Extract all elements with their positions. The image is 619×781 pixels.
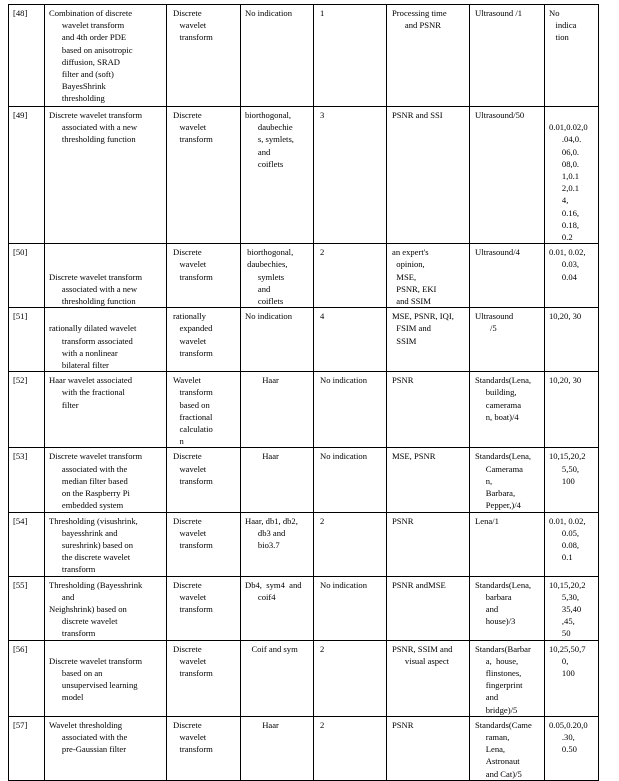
wavelet-cell-text: biorthogonal, daubechies, symlets and coiflets bbox=[247, 247, 294, 307]
decomposition-levels-cell-text: 4 bbox=[320, 311, 325, 322]
noise-level-cell-text: 10,20, 30 bbox=[549, 375, 582, 386]
reference-cell bbox=[9, 576, 45, 640]
dataset-cell-text: Ultrasound /5 bbox=[475, 311, 514, 334]
dataset-cell-text: Standards(Lena, building, camerama n, boat)/4 bbox=[475, 375, 532, 422]
noise-level-cell-text: 10,25,50,7 0, 100 bbox=[549, 643, 586, 678]
metrics-cell-text: MSE, PSNR, IQI, FSIM and SSIM bbox=[392, 311, 454, 346]
method-cell bbox=[45, 372, 167, 448]
classification-cell-text: Discrete wavelet transform bbox=[173, 247, 213, 282]
noise-level-cell-text: 0.01,0.02,0 .04,0. 06,0. 08,0. 1,0.1 2,0.1 4, 0.16, 0.18, 0.2 bbox=[549, 122, 588, 243]
metrics-cell bbox=[387, 512, 470, 576]
wavelet-cell bbox=[241, 640, 314, 716]
wavelet-cell-text: No indication bbox=[245, 311, 293, 322]
decomposition-levels-cell bbox=[314, 107, 387, 244]
metrics-cell-text: PSNR bbox=[392, 375, 414, 386]
decomposition-levels-cell bbox=[314, 512, 387, 576]
metrics-cell bbox=[387, 372, 470, 448]
wavelet-cell bbox=[241, 107, 314, 244]
decomposition-levels-cell-text: No indication bbox=[320, 451, 368, 462]
noise-level-cell bbox=[545, 5, 599, 107]
method-cell-text: Wavelet thresholding associated with the pre-Gaussian filter bbox=[49, 719, 128, 755]
wavelet-cell bbox=[241, 308, 314, 372]
dataset-cell bbox=[470, 5, 545, 107]
table-row bbox=[9, 448, 599, 512]
metrics-cell-text: PSNR, SSIM and visual aspect bbox=[392, 643, 453, 666]
dataset-cell bbox=[470, 448, 545, 512]
reference-cell bbox=[9, 640, 45, 716]
wavelet-cell-text: Haar bbox=[245, 375, 279, 386]
metrics-cell-text: PSNR andMSE bbox=[392, 579, 446, 590]
table-row bbox=[9, 308, 599, 372]
method-cell-text: Thresholding (Bayesshrink and Neighshrink) based on discrete wavelet transform bbox=[49, 579, 143, 639]
dataset-cell-text: Ultrasound/4 bbox=[475, 247, 520, 258]
noise-level-cell bbox=[545, 576, 599, 640]
classification-cell bbox=[167, 716, 241, 780]
classification-cell bbox=[167, 372, 241, 448]
classification-cell bbox=[167, 107, 241, 244]
dataset-cell bbox=[470, 576, 545, 640]
method-cell-text: Discrete wavelet transform associated with the median filter based on the Raspberry Pi embedded system bbox=[49, 451, 143, 511]
method-cell bbox=[45, 308, 167, 372]
wavelet-cell-text: biorthogonal, daubechie s, symlets, and coiflets bbox=[245, 110, 294, 169]
noise-level-cell-text: 0.01, 0.02, 0.03, 0.04 bbox=[549, 247, 586, 282]
dataset-cell-text: Lena/1 bbox=[475, 515, 499, 526]
method-cell bbox=[45, 576, 167, 640]
reference-cell-text: [53] bbox=[13, 451, 28, 462]
wavelet-cell-text: Haar bbox=[245, 719, 279, 730]
classification-cell-text: Discrete wavelet transform bbox=[173, 8, 213, 43]
dataset-cell bbox=[470, 716, 545, 780]
dataset-cell-text: Ultrasound/50 bbox=[475, 110, 525, 120]
metrics-cell bbox=[387, 244, 470, 308]
metrics-cell-text: an expert's opinion, MSE, PSNR, EKI and SSIM bbox=[392, 247, 437, 307]
wavelet-cell bbox=[241, 448, 314, 512]
metrics-cell bbox=[387, 640, 470, 716]
method-cell-text: Discrete wavelet transform based on an unsupervised learning model bbox=[49, 655, 143, 703]
metrics-cell bbox=[387, 107, 470, 244]
wavelet-cell-text: Db4, sym4 and coif4 bbox=[245, 579, 302, 602]
wavelet-cell-text: Haar bbox=[245, 451, 279, 462]
table-body bbox=[9, 5, 599, 781]
method-cell bbox=[45, 244, 167, 308]
noise-level-cell bbox=[545, 512, 599, 576]
method-cell-text: rationally dilated wavelet transform associated with a nonlinear bilateral filter bbox=[49, 323, 137, 371]
wavelet-cell bbox=[241, 5, 314, 107]
classification-cell bbox=[167, 448, 241, 512]
reference-cell bbox=[9, 372, 45, 448]
reference-cell bbox=[9, 5, 45, 107]
metrics-cell bbox=[387, 308, 470, 372]
dataset-cell-text: Standards(Came raman, Lena, Astronaut and Cat)/5 bbox=[475, 719, 532, 779]
reference-cell bbox=[9, 448, 45, 512]
classification-cell-text: Discrete wavelet transform bbox=[173, 515, 213, 550]
dataset-cell bbox=[470, 244, 545, 308]
noise-level-cell bbox=[545, 308, 599, 372]
classification-cell bbox=[167, 308, 241, 372]
wavelet-cell bbox=[241, 372, 314, 448]
method-cell-text: Discrete wavelet transform associated with a new thresholding function bbox=[49, 110, 143, 145]
method-cell bbox=[45, 640, 167, 716]
dataset-cell-text: Standards(Lena, barbara and house)/3 bbox=[475, 579, 532, 627]
table-row bbox=[9, 576, 599, 640]
metrics-cell-text: PSNR and SSI bbox=[392, 110, 443, 120]
metrics-cell bbox=[387, 448, 470, 512]
decomposition-levels-cell-text: 2 bbox=[320, 247, 325, 258]
method-cell bbox=[45, 107, 167, 244]
reference-cell-text: [54] bbox=[13, 515, 28, 526]
reference-cell bbox=[9, 716, 45, 780]
metrics-cell bbox=[387, 576, 470, 640]
table-row bbox=[9, 512, 599, 576]
methods-table bbox=[8, 4, 599, 781]
noise-level-cell bbox=[545, 107, 599, 244]
table-row bbox=[9, 5, 599, 107]
dataset-cell-text: Ultrasound /1 bbox=[475, 8, 523, 18]
table-row bbox=[9, 716, 599, 780]
noise-level-cell-text: 10,20, 30 bbox=[549, 311, 582, 322]
classification-cell bbox=[167, 244, 241, 308]
dataset-cell-text: Standards(Lena, Camerama n, Barbara, Pepper,)/4 bbox=[475, 451, 532, 511]
metrics-cell bbox=[387, 716, 470, 780]
decomposition-levels-cell-text: 2 bbox=[320, 719, 325, 730]
decomposition-levels-cell bbox=[314, 372, 387, 448]
wavelet-cell-text: Coif and sym bbox=[245, 643, 298, 654]
reference-cell bbox=[9, 107, 45, 244]
method-cell bbox=[45, 512, 167, 576]
reference-cell-text: [51] bbox=[13, 311, 28, 322]
metrics-cell-text: MSE, PSNR bbox=[392, 451, 436, 462]
noise-level-cell-text: 10,15,20,2 5,30, 35,40 ,45, 50 bbox=[549, 579, 586, 639]
decomposition-levels-cell bbox=[314, 244, 387, 308]
decomposition-levels-cell-text: 2 bbox=[320, 643, 325, 654]
decomposition-levels-cell bbox=[314, 448, 387, 512]
classification-cell bbox=[167, 5, 241, 107]
classification-cell-text: rationally expanded wavelet transform bbox=[173, 311, 213, 358]
metrics-cell-text: Processing time and PSNR bbox=[392, 8, 447, 31]
classification-cell bbox=[167, 576, 241, 640]
reference-cell-text: [57] bbox=[13, 719, 28, 730]
reference-cell-text: [50] bbox=[13, 247, 28, 258]
noise-level-cell bbox=[545, 448, 599, 512]
dataset-cell bbox=[470, 107, 545, 244]
decomposition-levels-cell-text: No indication bbox=[320, 375, 368, 386]
reference-cell-text: [48] bbox=[13, 8, 28, 18]
noise-level-cell bbox=[545, 244, 599, 308]
noise-level-cell bbox=[545, 372, 599, 448]
classification-cell-text: Discrete wavelet transform bbox=[173, 579, 213, 614]
decomposition-levels-cell bbox=[314, 716, 387, 780]
dataset-cell bbox=[470, 308, 545, 372]
method-cell-text: Discrete wavelet transform associated with a new thresholding function bbox=[49, 271, 143, 307]
decomposition-levels-cell bbox=[314, 5, 387, 107]
dataset-cell-text: Standars(Barbar a, house, flinstones, fingerprint and bridge)/5 bbox=[475, 643, 531, 715]
classification-cell-text: Wavelet transform based on fractional calculatio n bbox=[173, 375, 213, 447]
noise-level-cell bbox=[545, 716, 599, 780]
wavelet-cell bbox=[241, 716, 314, 780]
metrics-cell bbox=[387, 5, 470, 107]
reference-cell-text: [56] bbox=[13, 643, 28, 654]
noise-level-cell-text: 0.05,0.20,0 .30, 0.50 bbox=[549, 719, 588, 755]
dataset-cell bbox=[470, 512, 545, 576]
decomposition-levels-cell bbox=[314, 576, 387, 640]
decomposition-levels-cell-text: No indication bbox=[320, 579, 368, 590]
noise-level-cell-text: 0.01, 0.02, 0.05, 0.08, 0.1 bbox=[549, 515, 586, 563]
method-cell bbox=[45, 716, 167, 780]
reference-cell-text: [52] bbox=[13, 375, 28, 386]
wavelet-cell-text: Haar, db1, db2, db3 and bio3.7 bbox=[245, 515, 298, 550]
metrics-cell-text: PSNR bbox=[392, 719, 414, 730]
reference-cell bbox=[9, 308, 45, 372]
table-row bbox=[9, 244, 599, 308]
classification-cell-text: Discrete wavelet transform bbox=[173, 719, 213, 755]
table-row bbox=[9, 372, 599, 448]
noise-level-cell bbox=[545, 640, 599, 716]
decomposition-levels-cell-text: 3 bbox=[320, 110, 325, 120]
reference-cell bbox=[9, 512, 45, 576]
classification-cell bbox=[167, 640, 241, 716]
classification-cell bbox=[167, 512, 241, 576]
dataset-cell bbox=[470, 372, 545, 448]
classification-cell-text: Discrete wavelet transform bbox=[173, 643, 213, 678]
wavelet-cell bbox=[241, 512, 314, 576]
reference-cell-text: [49] bbox=[13, 110, 28, 120]
method-cell-text: Combination of discrete wavelet transform and 4th order PDE based on anisotropic diffusion, SRAD filter and (soft) BayesShrink thresholding bbox=[49, 8, 133, 104]
decomposition-levels-cell bbox=[314, 308, 387, 372]
decomposition-levels-cell bbox=[314, 640, 387, 716]
method-cell-text: Haar wavelet associated with the fractional filter bbox=[49, 375, 133, 410]
method-cell bbox=[45, 5, 167, 107]
table-row bbox=[9, 640, 599, 716]
dataset-cell bbox=[470, 640, 545, 716]
noise-level-cell-text: 10,15,20,2 5,50, 100 bbox=[549, 451, 586, 486]
wavelet-cell-text: No indication bbox=[245, 8, 293, 18]
classification-cell-text: Discrete wavelet transform bbox=[173, 110, 213, 145]
wavelet-cell bbox=[241, 576, 314, 640]
method-cell-text: Thresholding (visushrink, bayesshrink and sureshrink) based on the discrete wavelet transform bbox=[49, 515, 138, 575]
metrics-cell-text: PSNR bbox=[392, 515, 414, 526]
classification-cell-text: Discrete wavelet transform bbox=[173, 451, 213, 486]
decomposition-levels-cell-text: 1 bbox=[320, 8, 325, 18]
decomposition-levels-cell-text: 2 bbox=[320, 515, 325, 526]
method-cell bbox=[45, 448, 167, 512]
reference-cell-text: [55] bbox=[13, 579, 28, 590]
wavelet-cell bbox=[241, 244, 314, 308]
noise-level-cell-text: No indica tion bbox=[549, 8, 577, 43]
table-row bbox=[9, 107, 599, 244]
reference-cell bbox=[9, 244, 45, 308]
